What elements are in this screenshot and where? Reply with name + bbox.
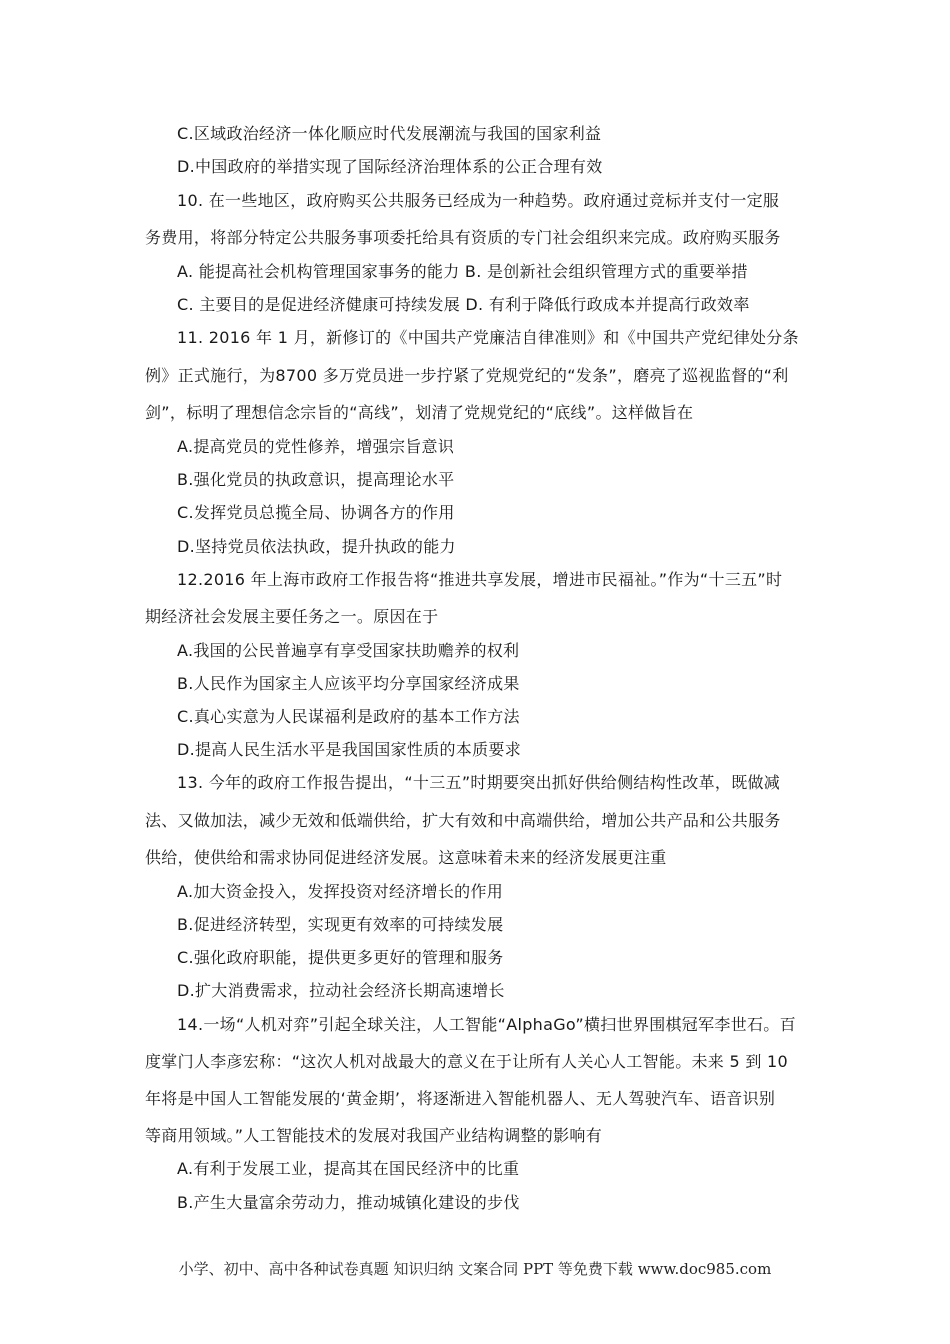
option-13a: A.加大资金投入，发挥投资对经济增长的作用 — [177, 882, 504, 901]
option-14a: A.有利于发展工业，提高其在国民经济中的比重 — [177, 1159, 520, 1178]
question-10-line-2: 务费用，将部分特定公共服务事项委托给具有资质的专门社会组织来完成。政府购买服务 — [145, 228, 781, 247]
option-9c: C.区域政治经济一体化顺应时代发展潮流与我国的国家利益 — [177, 124, 602, 143]
question-14-line-2: 度掌门人李彦宏称：“这次人机对战最大的意义在于让所有人关心人工智能。未来 5 到 10 — [145, 1052, 788, 1071]
option-11d: D.坚持党员依法执政，提升执政的能力 — [177, 537, 456, 556]
option-11c: C.发挥党员总揽全局、协调各方的作用 — [177, 503, 455, 522]
option-12a: A.我国的公民普遍享有享受国家扶助赡养的权利 — [177, 641, 520, 660]
option-13d: D.扩大消费需求，拉动社会经济长期高速增长 — [177, 981, 505, 1000]
option-12d: D.提高人民生活水平是我国国家性质的本质要求 — [177, 740, 522, 759]
option-14b: B.产生大量富余劳动力，推动城镇化建设的步伐 — [177, 1193, 520, 1212]
question-14-line-1: 14.一场“人机对弈”引起全球关注，人工智能“AlphaGo”横扫世界围棋冠军李世石。百 — [177, 1015, 796, 1034]
option-11a: A.提高党员的党性修养，增强宗旨意识 — [177, 437, 455, 456]
question-10-line-1: 10. 在一些地区，政府购买公共服务已经成为一种趋势。政府通过竞标并支付一定服 — [177, 191, 780, 210]
option-9d: D.中国政府的举措实现了国际经济治理体系的公正合理有效 — [177, 157, 603, 176]
question-13-line-2: 法、又做加法，减少无效和低端供给，扩大有效和中高端供给，增加公共产品和公共服务 — [145, 811, 781, 830]
option-10ab: A. 能提高社会机构管理国家事务的能力 B. 是创新社会组织管理方式的重要举措 — [177, 262, 748, 281]
question-11-line-2: 例》正式施行，为8700 多万党员进一步拧紧了党规党纪的“发条”，磨亮了巡视监督的“利 — [145, 366, 789, 385]
question-14-line-3: 年将是中国人工智能发展的‘黄金期’，将逐渐进入智能机器人、无人驾驶汽车、语音识别 — [145, 1089, 776, 1108]
question-11-line-3: 剑”，标明了理想信念宗旨的“高线”，划清了党规党纪的“底线”。这样做旨在 — [145, 403, 694, 422]
question-12-line-1: 12.2016 年上海市政府工作报告将“推进共享发展，增进市民福祉。”作为“十三五”时 — [177, 570, 783, 589]
question-13-line-3: 供给，使供给和需求协同促进经济发展。这意味着未来的经济发展更注重 — [145, 848, 667, 867]
page-footer: 小学、初中、高中各种试卷真题 知识归纳 文案合同 PPT 等免费下载 www.doc985.com — [178, 1260, 772, 1278]
question-12-line-2: 期经济社会发展主要任务之一。原因在于 — [145, 607, 439, 626]
option-11b: B.强化党员的执政意识，提高理论水平 — [177, 470, 455, 489]
option-10cd: C. 主要目的是促进经济健康可持续发展 D. 有利于降低行政成本并提高行政效率 — [177, 295, 750, 314]
question-13-line-1: 13. 今年的政府工作报告提出，“十三五”时期要突出抓好供给侧结构性改革，既做减 — [177, 773, 781, 792]
option-12c: C.真心实意为人民谋福利是政府的基本工作方法 — [177, 707, 520, 726]
question-14-line-4: 等商用领域。”人工智能技术的发展对我国产业结构调整的影响有 — [145, 1126, 602, 1145]
option-13c: C.强化政府职能，提供更多更好的管理和服务 — [177, 948, 504, 967]
question-11-line-1: 11. 2016 年 1 月，新修订的《中国共产党廉洁自律准则》和《中国共产党纪律处分条 — [177, 328, 799, 347]
option-13b: B.促进经济转型，实现更有效率的可持续发展 — [177, 915, 504, 934]
option-12b: B.人民作为国家主人应该平均分享国家经济成果 — [177, 674, 520, 693]
